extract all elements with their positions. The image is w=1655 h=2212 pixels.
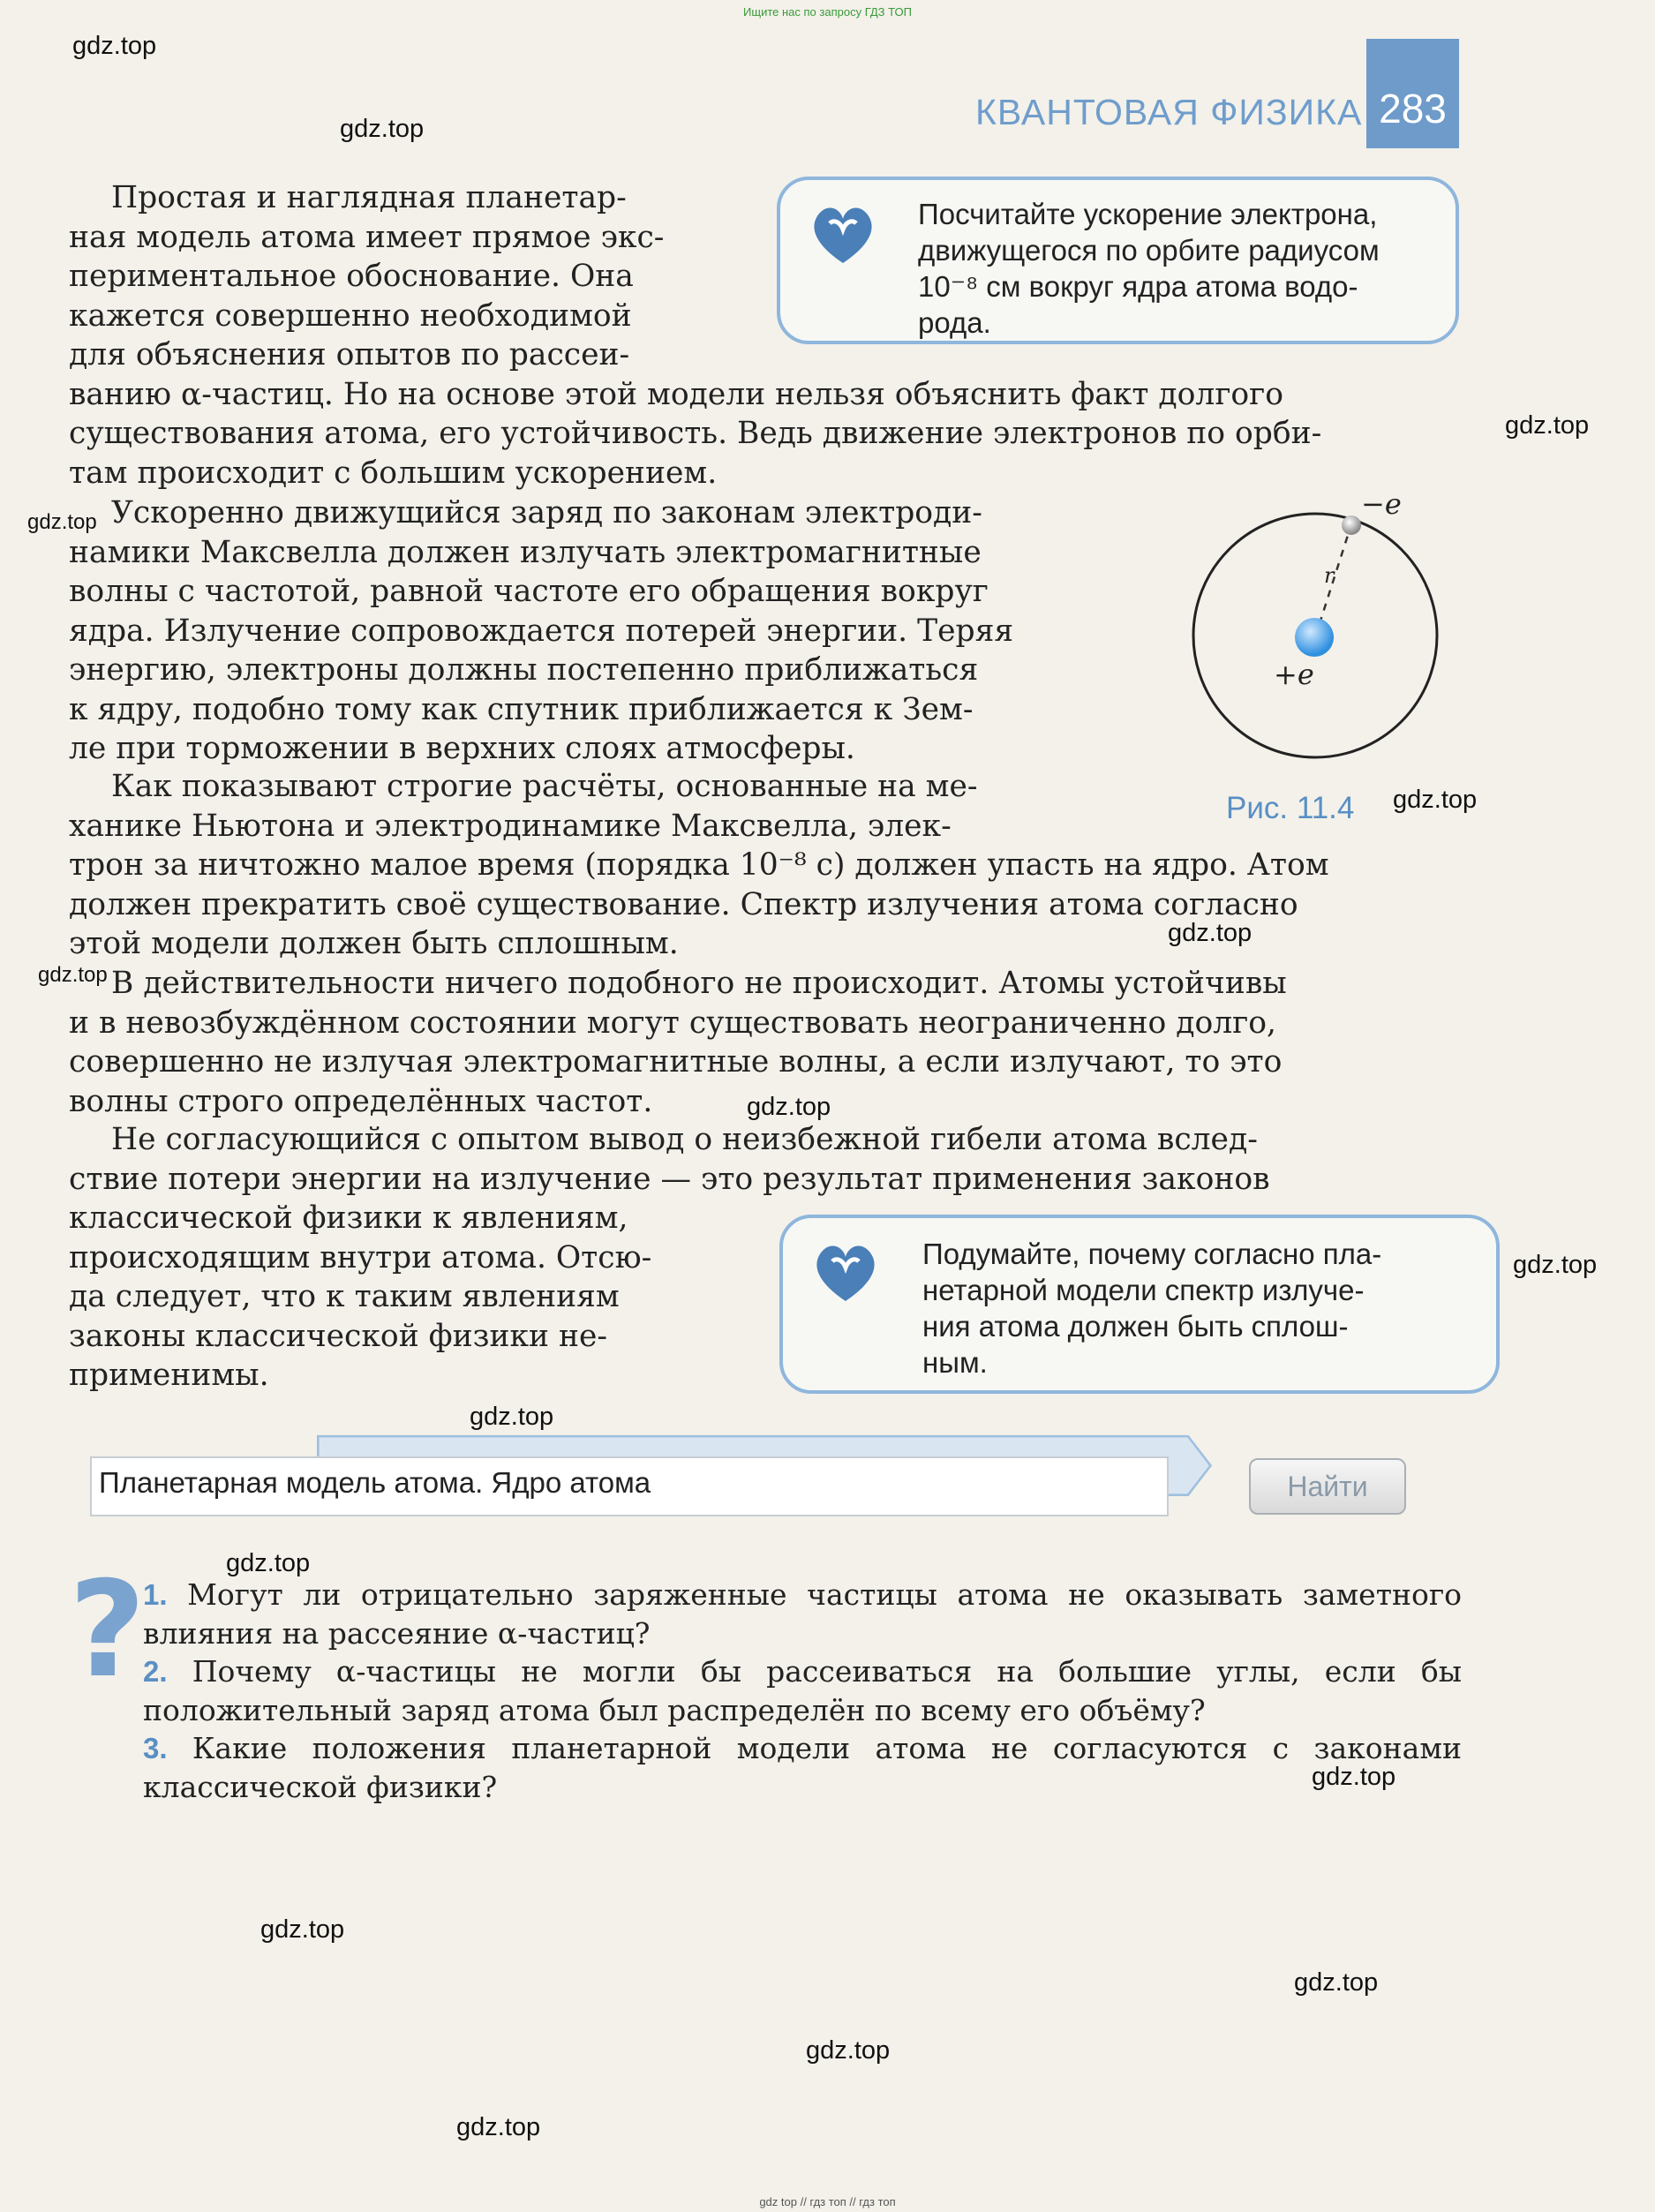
search-button[interactable]: Найти — [1249, 1458, 1406, 1515]
text-line: происходящим внутри атома. Отсю- — [69, 1239, 652, 1275]
text-line: ядра. Излучение сопровождается потерей энергии. Теряя — [69, 613, 1014, 649]
text-line: ванию α-частиц. Но на основе этой модели нельзя объяснить факт долгого — [69, 376, 1284, 412]
text-line: волны с частотой, равной частоте его обращения вокруг — [69, 574, 989, 609]
question-item — [143, 1652, 1462, 1729]
electron — [1342, 515, 1361, 535]
text-line: В действительности ничего подобного не происходит. Атомы устойчивы — [111, 966, 1287, 1001]
watermark: gdz.top — [806, 2036, 891, 2065]
question-list — [143, 1576, 1462, 1806]
atom-figure — [1174, 494, 1465, 777]
text-line: кажется совершенно необходимой — [69, 297, 632, 334]
text-line: существования атома, его устойчивость. Ведь движение электронов по орби- — [69, 416, 1322, 451]
section-title: КВАНТОВАЯ ФИЗИКА — [975, 92, 1363, 132]
watermark: gdz.top — [226, 1549, 311, 1577]
text-line: законы классической физики не- — [69, 1318, 608, 1354]
callout-line: Подумайте, почему согласно пла- — [922, 1238, 1382, 1270]
text-line: волны строго определённых частот. — [69, 1083, 653, 1119]
text-line: должен прекратить своё существование. Спектр излучения атома согласно — [69, 886, 1298, 922]
text-line: периментальное обоснование. Она — [69, 259, 634, 294]
search-input[interactable]: Планетарная модель атома. Ядро атома — [90, 1456, 1169, 1516]
watermark: gdz.top — [456, 2113, 541, 2141]
text-line: для объяснения опытов по рассеи- — [69, 337, 630, 372]
nucleus — [1295, 618, 1334, 657]
callout-line: ния атома должен быть сплош- — [922, 1310, 1349, 1343]
text-line: да следует, что к таким явлениям — [69, 1279, 620, 1314]
watermark: gdz.top — [1513, 1251, 1598, 1279]
text-line: Ускоренно движущийся заряд по законам электроди- — [111, 495, 982, 530]
text-line: энергию, электроны должны постепенно приближаться — [69, 652, 979, 688]
watermark: gdz.top — [1505, 411, 1590, 440]
task-callout — [777, 177, 1459, 344]
text-line: к ядру, подобно тому как спутник приближается к Зем- — [69, 691, 974, 727]
text-line: ная модель атома имеет прямое экс- — [69, 219, 665, 255]
text-line: ханике Ньютона и электродинамике Максвелла, элек- — [69, 808, 952, 844]
question-number: 2. — [143, 1655, 168, 1688]
callout-line: движущегося по орбите радиусом — [918, 234, 1380, 267]
question-text: Какие положения планетарной модели атома не согласуются с законами классической физики? — [143, 1731, 1462, 1804]
text-line: классической физики к явлениям, — [69, 1200, 628, 1236]
callout-line: рода. — [918, 306, 991, 339]
question-mark-icon: ? — [69, 1554, 147, 1707]
watermark: gdz.top — [260, 1915, 345, 1944]
nucleus-label: +e — [1274, 658, 1314, 691]
text-line: совершенно не излучая электромагнитные волны, а если излучают, то это — [69, 1044, 1283, 1080]
question-text: Могут ли отрицательно заряженные частицы атома не оказывать заметного влияния на рассеяние α-частиц? — [143, 1577, 1462, 1651]
text-line: ствие потери энергии на излучение — это результат применения законов — [69, 1161, 1270, 1197]
watermark: gdz.top — [1393, 786, 1478, 814]
watermark: gdz.top — [38, 963, 108, 987]
question-number: 3. — [143, 1732, 168, 1764]
callout-line: нетарной модели спектр излуче- — [922, 1274, 1365, 1306]
text-line: там происходит с большим ускорением. — [69, 455, 718, 491]
top-note: Ищите нас по запросу ГДЗ ТОП — [743, 5, 912, 19]
watermark: gdz.top — [72, 32, 157, 60]
paragraph-4 — [69, 964, 1462, 1121]
page-number: 283 — [1366, 39, 1459, 148]
think-callout — [779, 1215, 1500, 1394]
question-item — [143, 1576, 1462, 1652]
callout-line: 10⁻⁸ см вокруг ядра атома водо- — [918, 270, 1358, 303]
text-line: трон за ничтожно малое время (порядка 10⁻⁸ с) должен упасть на ядро. Атом — [69, 847, 1329, 883]
text-line: и в невозбуждённом состоянии могут существовать неограниченно долго, — [69, 1004, 1276, 1041]
heart-hands-icon — [806, 1230, 885, 1310]
text-line: Простая и наглядная планетар- — [111, 180, 627, 215]
question-item — [143, 1729, 1462, 1806]
question-text: Почему α-частицы не могли бы рассеиваться на большие углы, если бы положительный заряд атома был распределён по всему его объёму? — [143, 1654, 1462, 1727]
watermark: gdz.top — [1168, 919, 1253, 947]
question-number: 1. — [143, 1578, 168, 1611]
radius-label: r — [1324, 563, 1335, 588]
watermark: gdz.top — [747, 1093, 831, 1121]
watermark: gdz.top — [1294, 1968, 1379, 1997]
callout-line: ным. — [922, 1346, 988, 1379]
callout-line: Посчитайте ускорение электрона, — [918, 198, 1378, 230]
text-line: этой модели должен быть сплошным. — [69, 926, 679, 961]
watermark: gdz.top — [1312, 1763, 1396, 1791]
footer-note: gdz top // гдз топ // гдз топ — [759, 2195, 896, 2208]
figure-caption: Рис. 11.4 — [1226, 791, 1355, 825]
electron-label: −e — [1361, 494, 1402, 521]
watermark: gdz.top — [27, 510, 97, 534]
text-line: намики Максвелла должен излучать электромагнитные — [69, 534, 982, 570]
text-line: Не согласующийся с опытом вывод о неизбежной гибели атома вслед- — [111, 1122, 1258, 1157]
paragraph-2 — [69, 493, 1091, 769]
watermark: gdz.top — [470, 1403, 554, 1431]
heart-hands-icon — [803, 192, 883, 272]
text-line: Как показывают строгие расчёты, основанные на ме- — [111, 769, 978, 804]
text-line: применимы. — [69, 1358, 269, 1393]
text-line: ле при торможении в верхних слоях атмосферы. — [69, 731, 855, 766]
watermark: gdz.top — [340, 115, 425, 143]
